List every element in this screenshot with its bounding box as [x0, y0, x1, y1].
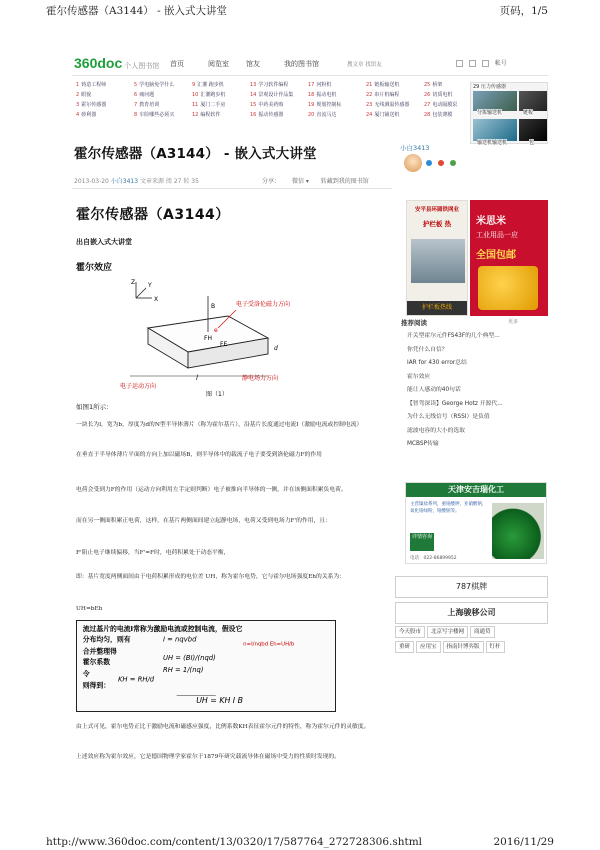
- meta-date: 2013-03-20: [74, 178, 109, 185]
- category-label: 铸造工程师: [81, 82, 107, 88]
- recommended-heading: 推荐阅读: [401, 319, 427, 327]
- fe-label: FE: [220, 341, 228, 348]
- category-number: 3: [76, 102, 80, 108]
- category-number: 24: [366, 112, 373, 118]
- category-number: 1: [76, 82, 80, 88]
- follow-icons: [426, 160, 460, 168]
- image-caption[interactable]: 输送机输送机: [477, 140, 508, 146]
- category-label: 汇灌 跑步机: [197, 82, 224, 88]
- tag-row: [395, 641, 548, 653]
- category-label: 切质电机: [432, 92, 453, 98]
- top-icons: [456, 58, 546, 67]
- product-photo[interactable]: [519, 119, 547, 141]
- main-nav: [170, 59, 336, 69]
- message-icon[interactable]: [456, 60, 463, 67]
- category-label: 学电脑免学什么: [139, 82, 175, 88]
- category-number: 21: [366, 82, 373, 88]
- thickness-label: d: [274, 345, 278, 352]
- category-label: 包装薄膜: [432, 112, 453, 118]
- category-label: 中药美药购: [258, 102, 284, 108]
- ad-guardrail[interactable]: [406, 200, 468, 316]
- category-number: 6: [134, 92, 138, 98]
- share-bar: [262, 176, 379, 185]
- user-icon[interactable]: [482, 60, 489, 67]
- current-label: 电子运动方向: [120, 383, 157, 390]
- category-link[interactable]: [366, 101, 409, 108]
- category-label: 无线测温传感器: [374, 102, 410, 108]
- category-label: 痛问题: [139, 92, 155, 98]
- category-link[interactable]: [250, 91, 293, 98]
- paragraph: 由上式可见，霍尔电势正比于激励电流和磁感应强度，比例系数KH表征霍尔元件的特性，称为霍尔元件的灵敏度。: [76, 724, 370, 730]
- paragraph: 电荷会受到力F的作用（运动方向利用左手定则判断）电子被推向半导体的一侧，并在该侧面积累负电荷。: [76, 487, 347, 493]
- image-caption: 29 压力传感器: [473, 84, 506, 90]
- category-label: 教育培训: [139, 102, 160, 108]
- category-link[interactable]: [308, 91, 336, 98]
- paragraph: 一块长为l，宽为b，厚度为d的N型半导体薄片（称为霍尔基片），沿基片长度通过电流I（激励电流或控制电流）: [76, 422, 363, 428]
- category-number: 8: [134, 112, 138, 118]
- category-number: 28: [424, 112, 431, 118]
- category-number: 4: [76, 112, 80, 118]
- paragraph: UH=bEh: [76, 606, 103, 612]
- site-logo[interactable]: [74, 55, 159, 71]
- category-number: 15: [250, 102, 257, 108]
- section-heading: 霍尔效应: [76, 263, 113, 273]
- logo-text: 360doc: [74, 55, 123, 71]
- product-photo[interactable]: [473, 91, 517, 111]
- recommended-item[interactable]: 为什么无线信号（RSSI）是负值: [407, 414, 490, 420]
- category-link[interactable]: [134, 81, 174, 88]
- hall-formula-image: [76, 620, 336, 712]
- related-images: [470, 82, 548, 144]
- formula-line: 则得到：: [82, 681, 111, 690]
- recommended-item[interactable]: 开关型霍尔元件FS43F的几个典型...: [407, 333, 500, 339]
- category-number: 14: [250, 92, 257, 98]
- ad-headline: 天津安吉瑞化工: [406, 483, 546, 497]
- tag-link[interactable]: 指南针博弈版: [443, 641, 484, 653]
- ad-phone: 电话：022-86899952: [410, 556, 457, 561]
- category-label: 车险哪些必须买: [139, 112, 175, 118]
- category-number: 26: [424, 92, 431, 98]
- formula-eq: I = nqvbd: [162, 635, 197, 644]
- category-number: 22: [366, 92, 373, 98]
- recommended-item[interactable]: 你凭什么自信？: [407, 346, 448, 353]
- meta-stats: 文章来源 阅 27 转 35: [140, 178, 199, 185]
- ad-image: [411, 239, 465, 283]
- category-link[interactable]: [366, 111, 399, 118]
- figure-caption: 图（1）: [206, 391, 228, 398]
- share-label: 分享：: [262, 178, 281, 185]
- category-label: 河粉机: [316, 82, 332, 88]
- mail-icon[interactable]: [438, 160, 444, 166]
- print-page-number: 页码，1/5: [499, 5, 548, 17]
- category-link[interactable]: [250, 101, 283, 108]
- category-link[interactable]: [134, 91, 154, 98]
- category-label: 直流马达: [316, 112, 337, 118]
- category-label: 学习软件编程: [258, 82, 289, 88]
- formula-eq: UH = KH I B: [196, 696, 243, 706]
- tag-row: [395, 626, 548, 638]
- recommended-item[interactable]: 能让人感动的40句话: [407, 387, 461, 393]
- category-number: 12: [192, 112, 199, 118]
- formula-line: 分布均匀，则有: [82, 635, 131, 644]
- axis-x-label: X: [154, 296, 159, 303]
- category-label: 振动电机: [316, 92, 337, 98]
- ad-details-button[interactable]: 详情咨询: [410, 533, 434, 551]
- field-b-label: B: [211, 303, 216, 310]
- category-label: 霍尔传感器: [81, 102, 107, 108]
- category-link[interactable]: [424, 111, 452, 118]
- category-number: 9: [192, 82, 196, 88]
- category-link[interactable]: [424, 101, 457, 108]
- article-title: 霍尔传感器（A3144） - 嵌入式大讲堂: [74, 146, 317, 162]
- formula-eq: UH = (BI)/(nqd): [162, 654, 216, 663]
- category-number: 27: [424, 102, 431, 108]
- lorentz-label: 电子受洛伦磁力方向: [236, 301, 291, 308]
- print-header: [46, 3, 548, 17]
- tag-link[interactable]: 重研: [395, 641, 414, 653]
- axis-z-label: Z: [131, 279, 136, 286]
- category-link[interactable]: [192, 111, 220, 118]
- formula-line: 合并整理得: [82, 647, 117, 656]
- tag-links: [395, 626, 548, 656]
- ad-body: 主营镍盐系列，重铬酸钾，亚硝酸钠，氧化铬绿粉，铬酸钠等。: [410, 502, 487, 514]
- recommended-list: [407, 330, 547, 452]
- category-number: 19: [308, 102, 315, 108]
- logo-subtitle: 个人图书馆: [124, 63, 160, 70]
- axis-y-label: Y: [148, 282, 152, 289]
- figure-intro: 如图1所示：: [76, 403, 113, 411]
- chat-icon[interactable]: [450, 160, 456, 166]
- ad-link-button[interactable]: 787棋牌: [395, 576, 548, 598]
- paragraph: 上述效应称为霍尔效应，它是德国物理学家霍尔于1879年研究载流导体在磁场中受力的性质时发现的。: [76, 754, 341, 760]
- ad-link-button[interactable]: 上海骏移公司: [395, 602, 548, 624]
- category-number: 18: [308, 92, 315, 98]
- share-wechat-button[interactable]: 微信 ▾: [291, 178, 309, 185]
- search-links[interactable]: 搜文章 找馆友: [347, 62, 382, 68]
- ad-tagline: 工业用品一应: [476, 231, 518, 239]
- image-caption[interactable]: 包: [529, 140, 535, 146]
- nav-home[interactable]: 首页: [170, 60, 184, 68]
- category-number: 7: [134, 102, 138, 108]
- category-number: 25: [424, 82, 431, 88]
- category-link[interactable]: [366, 91, 399, 98]
- tag-link[interactable]: 应用宝: [416, 641, 441, 653]
- paragraph: 在垂直于半导体薄片平面的方向上加以磁场B，则半导体中的载流子电子要受到洛伦磁力F的作用: [76, 452, 322, 458]
- formula-annotation: n=I/nqbd Eh=UH/b: [243, 641, 295, 648]
- tag-link[interactable]: 北京写字楼网: [427, 626, 468, 638]
- paragraph: 而在另一侧面积累正电荷，这样，在基片两侧面间建立起静电场，电荷又受到电场力F'的作用，且：: [76, 518, 331, 524]
- category-label: 砂利器: [81, 112, 97, 118]
- category-number: 13: [250, 82, 257, 88]
- category-number: 20: [308, 112, 315, 118]
- category-number: 23: [366, 102, 373, 108]
- category-link[interactable]: [308, 81, 331, 88]
- category-label: 规划控制标: [316, 102, 342, 108]
- site-topbar: [72, 52, 548, 76]
- meta-user[interactable]: 小白3413: [110, 178, 139, 185]
- print-url: http://www.360doc.com/content/13/0320/17/587764_272728306.shtml: [46, 836, 423, 848]
- product-photo[interactable]: [519, 91, 547, 111]
- category-link[interactable]: [76, 111, 96, 118]
- category-link[interactable]: [192, 81, 224, 88]
- account-label[interactable]: 帐号: [494, 60, 507, 67]
- author-name[interactable]: 小白3413: [400, 144, 430, 152]
- category-link[interactable]: [250, 111, 283, 118]
- category-label: 振动传感器: [258, 112, 284, 118]
- nav-my-library[interactable]: 我的图书馆: [284, 60, 319, 68]
- recommended-item[interactable]: MCBSP传输: [407, 441, 439, 447]
- nav-friends[interactable]: 馆友: [246, 60, 260, 68]
- tag-link[interactable]: 今天股市: [395, 626, 425, 638]
- formula-eq: RH = 1/(nq): [162, 665, 204, 674]
- ad-misumi[interactable]: [470, 200, 548, 316]
- category-link[interactable]: [424, 91, 452, 98]
- avatar[interactable]: [404, 154, 422, 172]
- bell-icon[interactable]: [469, 60, 476, 67]
- ad-chemical[interactable]: [405, 482, 547, 564]
- category-label: 景观设计作品集: [258, 92, 294, 98]
- category-label: 厦门二手房: [200, 102, 226, 108]
- print-date: 2016/11/29: [493, 836, 554, 848]
- article-source: 出自嵌入式大讲堂: [76, 238, 132, 246]
- article-heading: 霍尔传感器（A3144）: [76, 207, 230, 223]
- ad-image: [492, 503, 544, 559]
- category-label: 厦门铺送机: [374, 112, 400, 118]
- static-force-label: 静电场力方向: [242, 375, 279, 382]
- category-label: 眼貌: [81, 92, 92, 98]
- ad-offer: 全国包邮: [476, 250, 516, 261]
- length-label: l: [196, 374, 198, 382]
- formula-line: 令: [82, 669, 90, 678]
- category-label: 桥架: [432, 82, 443, 88]
- category-link[interactable]: [134, 101, 159, 108]
- ad-image: [478, 266, 538, 310]
- save-to-library-button[interactable]: 转藏到我的图书馆: [320, 178, 369, 185]
- category-link[interactable]: [134, 111, 174, 118]
- image-caption[interactable]: 分拣输送机: [477, 110, 503, 116]
- fh-label: FH: [204, 335, 212, 342]
- category-label: 汇灌跑步机: [200, 92, 226, 98]
- tag-link[interactable]: 钉杆: [486, 641, 505, 653]
- charge-label: e: [214, 327, 218, 334]
- category-link[interactable]: [76, 81, 106, 88]
- category-label: 电动隔膜泵: [432, 102, 458, 108]
- ad-headline: 安平县环圆铁网业: [414, 207, 459, 213]
- follow-icon[interactable]: [426, 160, 432, 166]
- category-number: 16: [250, 112, 257, 118]
- category-link[interactable]: [308, 111, 336, 118]
- ad-bar: 护栏板热线: [407, 301, 467, 315]
- nav-reading-room[interactable]: 阅览室: [208, 60, 229, 68]
- category-number: 2: [76, 92, 80, 98]
- paragraph: 即：基片宽度两侧面间由于电荷积累形成的电位差 UH，称为霍尔电势，它与霍尔电场强度Eh的关系为：: [76, 574, 346, 580]
- category-link[interactable]: [366, 81, 399, 88]
- category-link[interactable]: [308, 101, 341, 108]
- recommended-item[interactable]: 霍尔效应: [407, 373, 431, 380]
- category-number: 10: [192, 92, 199, 98]
- divider: [72, 188, 392, 189]
- product-photo[interactable]: [473, 119, 517, 141]
- formula-eq: KH = RH/d: [117, 675, 155, 684]
- category-number: 5: [134, 82, 138, 88]
- category-number: 11: [192, 102, 199, 108]
- recommended-item[interactable]: IAR for 430 error总结: [407, 360, 467, 366]
- recommended-item[interactable]: 滤波电容的大小的选取: [407, 427, 465, 434]
- print-footer: [46, 836, 554, 848]
- category-link[interactable]: [76, 91, 91, 98]
- axis-y-line: [136, 288, 146, 298]
- ad-brand: 米思米: [476, 216, 506, 227]
- formula-line: 霍尔系数: [82, 658, 111, 667]
- category-link[interactable]: [424, 81, 442, 88]
- article-meta: [74, 176, 199, 185]
- tag-link[interactable]: 商通贷: [470, 626, 495, 638]
- category-link[interactable]: [192, 91, 225, 98]
- ad-subline: 护栏板 热: [422, 220, 452, 228]
- print-title: 霍尔传感器（A3144） - 嵌入式大讲堂: [46, 5, 228, 17]
- more-link[interactable]: 更多: [508, 319, 519, 325]
- category-label: 链板输送机: [374, 82, 400, 88]
- category-label: 串片机编程: [374, 92, 400, 98]
- formula-line: 流过基片的电流I常称为激励电流或控制电流，假设它: [82, 624, 243, 633]
- category-link[interactable]: [192, 101, 225, 108]
- paragraph: F'阻止电子继续偏移，当F'=F时，电荷积累处于动态平衡，: [76, 550, 230, 556]
- category-link[interactable]: [76, 101, 106, 108]
- recommended-item[interactable]: 【智驾深读】George Hotz 开源代...: [407, 400, 503, 407]
- category-links: [72, 81, 472, 121]
- image-caption[interactable]: 链板: [523, 110, 534, 116]
- category-number: 17: [308, 82, 315, 88]
- hall-effect-diagram: [118, 276, 308, 402]
- category-label: 编程软件: [200, 112, 221, 118]
- category-link[interactable]: [250, 81, 288, 88]
